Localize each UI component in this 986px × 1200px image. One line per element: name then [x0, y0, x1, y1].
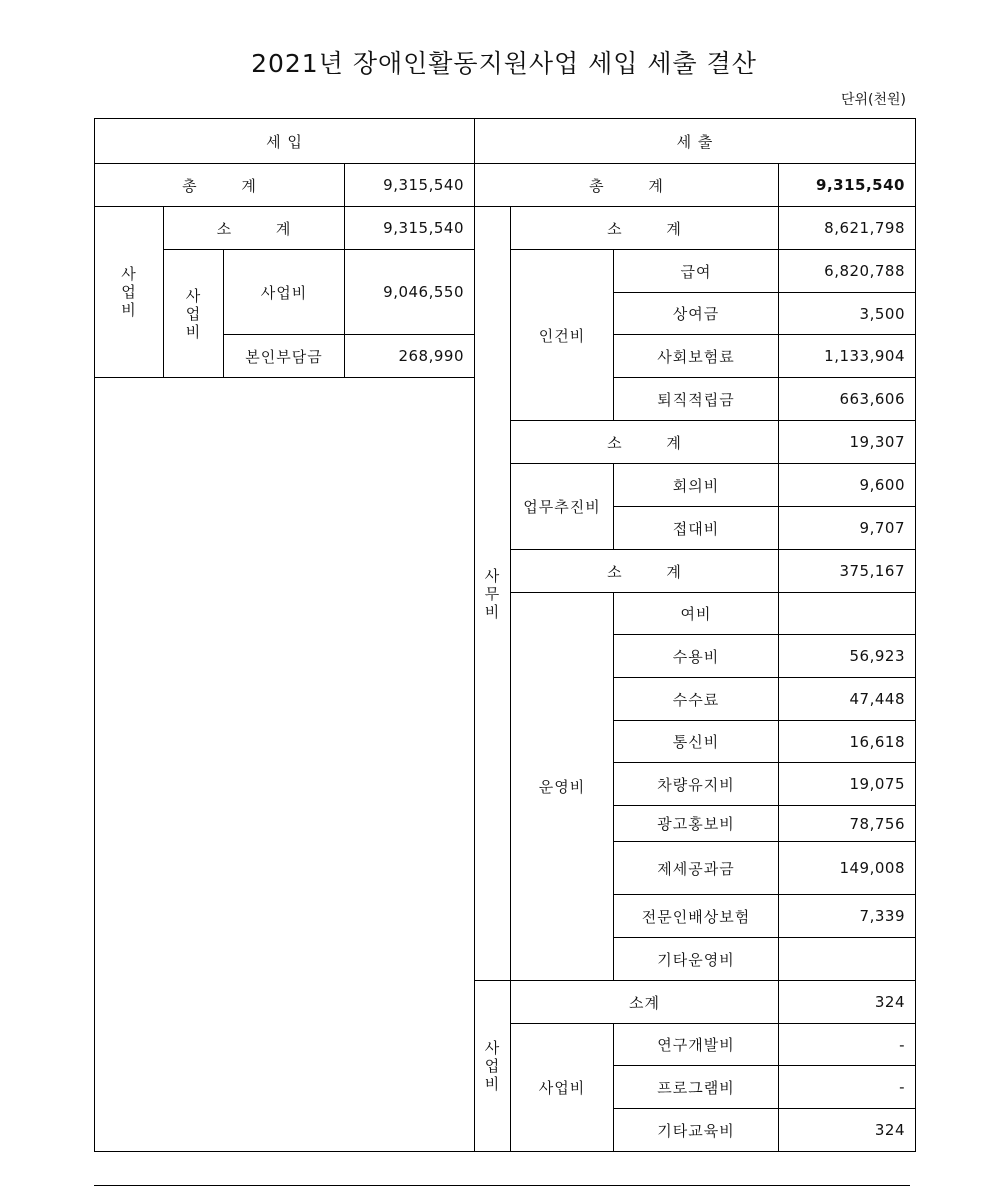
- office-subtotal-value: 8,621,798: [779, 207, 916, 250]
- expense-item-value: 47,448: [779, 678, 916, 721]
- expense-item-value: 7,339: [779, 895, 916, 938]
- business-group-label: 업무추진비: [511, 464, 614, 550]
- expense-item-label: 제세공과금: [614, 842, 779, 895]
- expense-header: 세 출: [475, 119, 916, 164]
- expense-item-value: [779, 593, 916, 635]
- expense-item-value: 663,606: [779, 378, 916, 421]
- operating-subtotal-label: 소 계: [511, 550, 779, 593]
- revenue-item-label: 사업비: [224, 250, 345, 335]
- expense-item-label: 기타운영비: [614, 938, 779, 981]
- expense-item-label: 프로그램비: [614, 1066, 779, 1109]
- expense-item-label: 퇴직적립금: [614, 378, 779, 421]
- personnel-group-label: 인건비: [511, 250, 614, 421]
- expense-item-value: 9,707: [779, 507, 916, 550]
- bottom-rule: [94, 1185, 910, 1186]
- revenue-subtotal-label: 소 계: [164, 207, 345, 250]
- project-subtotal-value: 324: [779, 981, 916, 1024]
- revenue-item-label: 본인부담금: [224, 335, 345, 378]
- expense-item-value: 3,500: [779, 293, 916, 335]
- expense-item-label: 차량유지비: [614, 763, 779, 806]
- expense-item-label: 통신비: [614, 721, 779, 763]
- unit-label: 단위(천원): [840, 92, 906, 108]
- revenue-subtotal-value: 9,315,540: [345, 207, 475, 250]
- expense-project-cell: [475, 981, 511, 1152]
- revenue-empty-area: [95, 378, 475, 1152]
- revenue-item-value: 9,046,550: [345, 250, 475, 335]
- expense-item-value: 16,618: [779, 721, 916, 763]
- expense-item-value: -: [779, 1024, 916, 1066]
- project-subtotal-label: 소계: [511, 981, 779, 1024]
- revenue-header: 세 입: [95, 119, 475, 164]
- expense-item-label: 급여: [614, 250, 779, 293]
- expense-total-value: 9,315,540: [779, 164, 916, 207]
- expense-item-label: 수용비: [614, 635, 779, 678]
- operating-group-label: 운영비: [511, 593, 614, 981]
- office-subtotal-label: 소 계: [511, 207, 779, 250]
- revenue-group-cell: [95, 207, 164, 378]
- revenue-item-value: 268,990: [345, 335, 475, 378]
- expense-item-value: 56,923: [779, 635, 916, 678]
- project-sub-label: 사업비: [511, 1024, 614, 1152]
- expense-item-label: 기타교육비: [614, 1109, 779, 1152]
- expense-total-label: 총 계: [475, 164, 779, 207]
- revenue-subgroup-label: 사업비: [185, 286, 202, 341]
- expense-item-value: -: [779, 1066, 916, 1109]
- expense-item-label: 연구개발비: [614, 1024, 779, 1066]
- expense-office-cell: [475, 207, 511, 981]
- expense-item-value: 19,075: [779, 763, 916, 806]
- expense-item-label: 여비: [614, 593, 779, 635]
- expense-item-value: 78,756: [779, 806, 916, 842]
- expense-item-value: 324: [779, 1109, 916, 1152]
- operating-subtotal-value: 375,167: [779, 550, 916, 593]
- budget-table: [94, 118, 916, 1152]
- revenue-total-label: 총 계: [95, 164, 345, 207]
- business-subtotal-label: 소 계: [511, 421, 779, 464]
- revenue-group-label: 사업비: [121, 265, 137, 319]
- expense-project-label: 사업비: [484, 1039, 501, 1093]
- expense-item-value: 149,008: [779, 842, 916, 895]
- expense-item-label: 회의비: [614, 464, 779, 507]
- expense-item-value: 6,820,788: [779, 250, 916, 293]
- revenue-subgroup-cell: [164, 250, 224, 378]
- page-title: 2021년 장애인활동지원사업 세입 세출 결산: [251, 49, 757, 78]
- expense-item-label: 사회보험료: [614, 335, 779, 378]
- expense-office-label: 사무비: [484, 566, 501, 621]
- expense-item-label: 수수료: [614, 678, 779, 721]
- expense-item-label: 상여금: [614, 293, 779, 335]
- expense-item-value: 1,133,904: [779, 335, 916, 378]
- expense-item-value: 9,600: [779, 464, 916, 507]
- expense-item-label: 전문인배상보험: [614, 895, 779, 938]
- business-subtotal-value: 19,307: [779, 421, 916, 464]
- expense-item-value: [779, 938, 916, 981]
- revenue-total-value: 9,315,540: [345, 164, 475, 207]
- expense-item-label: 광고홍보비: [614, 806, 779, 842]
- expense-item-label: 접대비: [614, 507, 779, 550]
